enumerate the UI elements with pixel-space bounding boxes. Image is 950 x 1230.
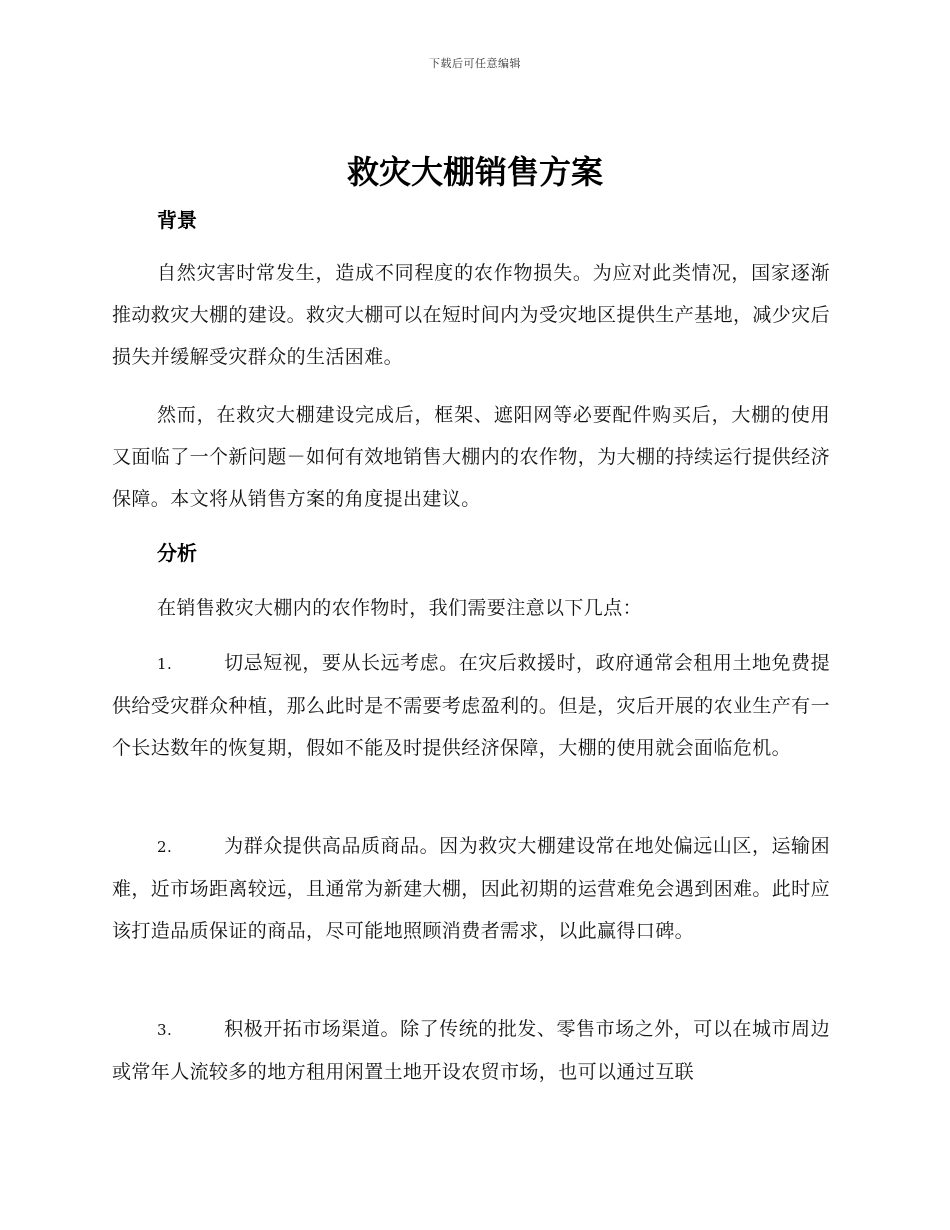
list-item-number: 1. (157, 655, 173, 673)
list-item-number: 2. (157, 838, 173, 856)
list-item (112, 1008, 830, 1093)
analysis-intro: 在销售救灾大棚内的农作物时，我们需要注意以下几点： (157, 597, 643, 619)
header-note: 下载后可任意编辑 (429, 57, 521, 70)
list-item (112, 825, 830, 952)
list-item-text: 切忌短视，要从长远考虑。在灾后救援时，政府通常会租用土地免费提供给受灾群众种植，那么此时是不需要考虑盈利的。但是，灾后开展的农业生产有一个长达数年的恢复期，假如不能及时提供经济保障，大棚的使用就会面临危机。 (112, 652, 830, 759)
list-item (112, 642, 830, 769)
list-item-text: 积极开拓市场渠道。除了传统的批发、零售市场之外，可以在城市周边或常年人流较多的地方租用闲置土地开设农贸市场，也可以通过互联 (112, 1018, 830, 1083)
list-item-number: 3. (157, 1021, 173, 1039)
section-heading-background: 背景 (157, 208, 197, 232)
section-heading-analysis: 分析 (157, 541, 197, 565)
list-item-text: 为群众提供高品质商品。因为救灾大棚建设常在地处偏远山区，运输困难，近市场距离较远，且通常为新建大棚，因此初期的运营难免会遇到困难。此时应该打造品质保证的商品，尽可能地照顾消费者需求，以此赢得口碑。 (112, 835, 830, 942)
background-paragraph-1: 自然灾害时常发生，造成不同程度的农作物损失。为应对此类情况，国家逐渐推动救灾大棚的建设。救灾大棚可以在短时间内为受灾地区提供生产基地，减少灾后损失并缓解受灾群众的生活困难。 (112, 262, 830, 368)
document-title: 救灾大棚销售方案 (346, 153, 603, 191)
background-paragraph-2: 然而，在救灾大棚建设完成后，框架、遮阳网等必要配件购买后，大棚的使用又面临了一个新问题－如何有效地销售大棚内的农作物，为大棚的持续运行提供经济保障。本文将从销售方案的角度提出建议。 (112, 404, 830, 510)
